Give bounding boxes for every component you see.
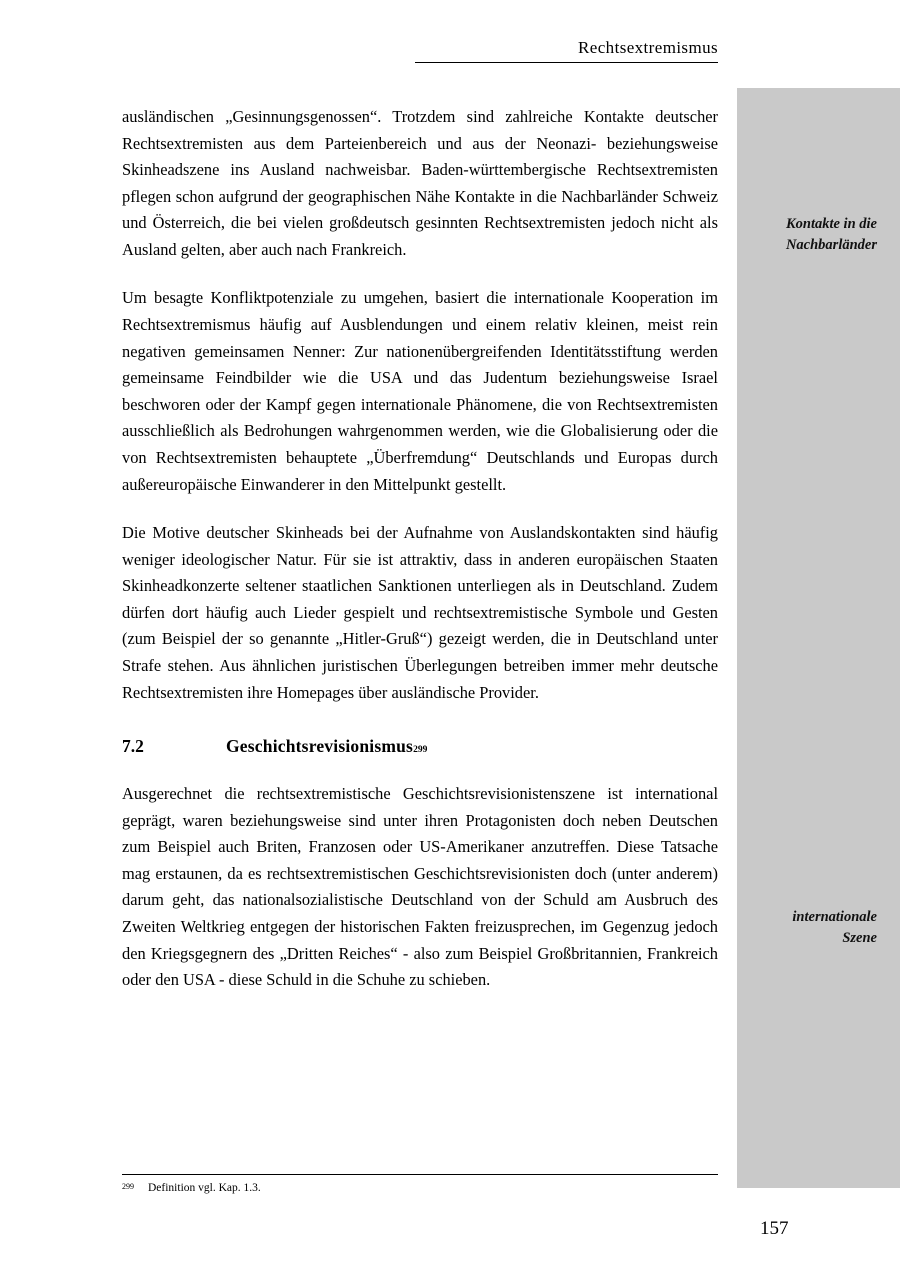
- section-heading: 7.2 Geschichtsrevisionismus 299: [122, 736, 428, 757]
- section-number: 7.2: [122, 736, 144, 757]
- footnote: [122, 1180, 718, 1196]
- margin-note-internationale: internationale Szene: [792, 909, 877, 947]
- paragraph: Ausgerechnet die rechtsextremistische Geschichtsrevisionistenszene ist international geprägt, waren beziehungsweise sind unter ihren Protagonisten doch neben Deutschen zum Beispiel auch Briten, Franzosen oder US-Amerikaner anzutreffen. Diese Tatsache mag erstaunen, da es rechtsextremistischen Geschichtsrevisionisten doch (unter anderem) darum geht, das nationalsozialistische Deutschland von der Schuld am Ausbruch des Zweiten Weltkrieg entgegen der historischen Fakten freizusprechen, im Gegenzug jedoch den Kriegsgegnern des „Dritten Reiches“ - also zum Beispiel Großbritannien, Frankreich oder den USA - diese Schuld in die Schuhe zu schieben.: [122, 784, 718, 990]
- running-head: Rechtsextremismus: [415, 38, 718, 63]
- section-title: Geschichtsrevisionismus: [226, 736, 414, 757]
- paragraph: Um besagte Konfliktpotenziale zu umgehen, basiert die internationale Kooperation im Rechtsextremismus häufig auf Ausblendungen und einem relativ kleinen, meist rein negativen gemeinsamen Nenner: Zur nationenübergreifenden Identitätsstiftung werden gemeinsame Feindbilder wie die USA und das Judentum beziehungsweise Israel beschworen oder der Kampf gegen internationale Phänomene, die von Rechtsextremisten ausschließlich als Bedrohungen wahrgenommen werden, wie die Globalisierung oder die von Rechtsextremisten behauptete „Überfremdung“ Deutschlands und Europas durch außereuropäische Einwanderer in den Mittelpunkt gestellt.: [122, 288, 718, 494]
- paragraph: ausländischen „Gesinnungsgenossen“. Trotzdem sind zahlreiche Kontakte deutscher Rechtsextremisten aus dem Parteienbereich und aus der Neonazi- beziehungsweise Skinheadszene ins Ausland nachweisbar. Baden-württembergische Rechtsextremisten pflegen schon aufgrund der geographischen Nähe Kontakte in die Nachbarländer Schweiz und Österreich, die bei vielen großdeutsch gesinnten Rechtsextremisten jedoch nicht als Ausland gelten, aber auch nach Frankreich.: [122, 107, 718, 259]
- footnote-separator: [122, 1174, 718, 1175]
- main-text-column: [122, 104, 718, 994]
- paragraph: Die Motive deutscher Skinheads bei der Aufnahme von Auslandskontakten sind häufig weniger ideologischer Natur. Für sie ist attraktiv, dass in anderen europäischen Staaten Skinheadkonzerte seltener staatlichen Sanktionen unterliegen als in Deutschland. Zudem dürfen dort häufig auch Lieder gespielt und rechtsextremistische Symbole und Gesten (zum Beispiel der so genannte „Hitler-Gruß“) gezeigt werden, die in Deutschland unter Strafe stehen. Aus ähnlichen juristischen Überlegungen betreiben immer mehr deutsche Rechtsextremisten ihre Homepages über ausländische Provider.: [122, 523, 718, 702]
- footnote-number: 299: [122, 1182, 134, 1191]
- margin-note-kontakte: Kontakte in die Nachbarländer: [785, 216, 877, 254]
- page-number: 157: [760, 1218, 789, 1239]
- footnote-text: Definition vgl. Kap. 1.3.: [148, 1182, 261, 1194]
